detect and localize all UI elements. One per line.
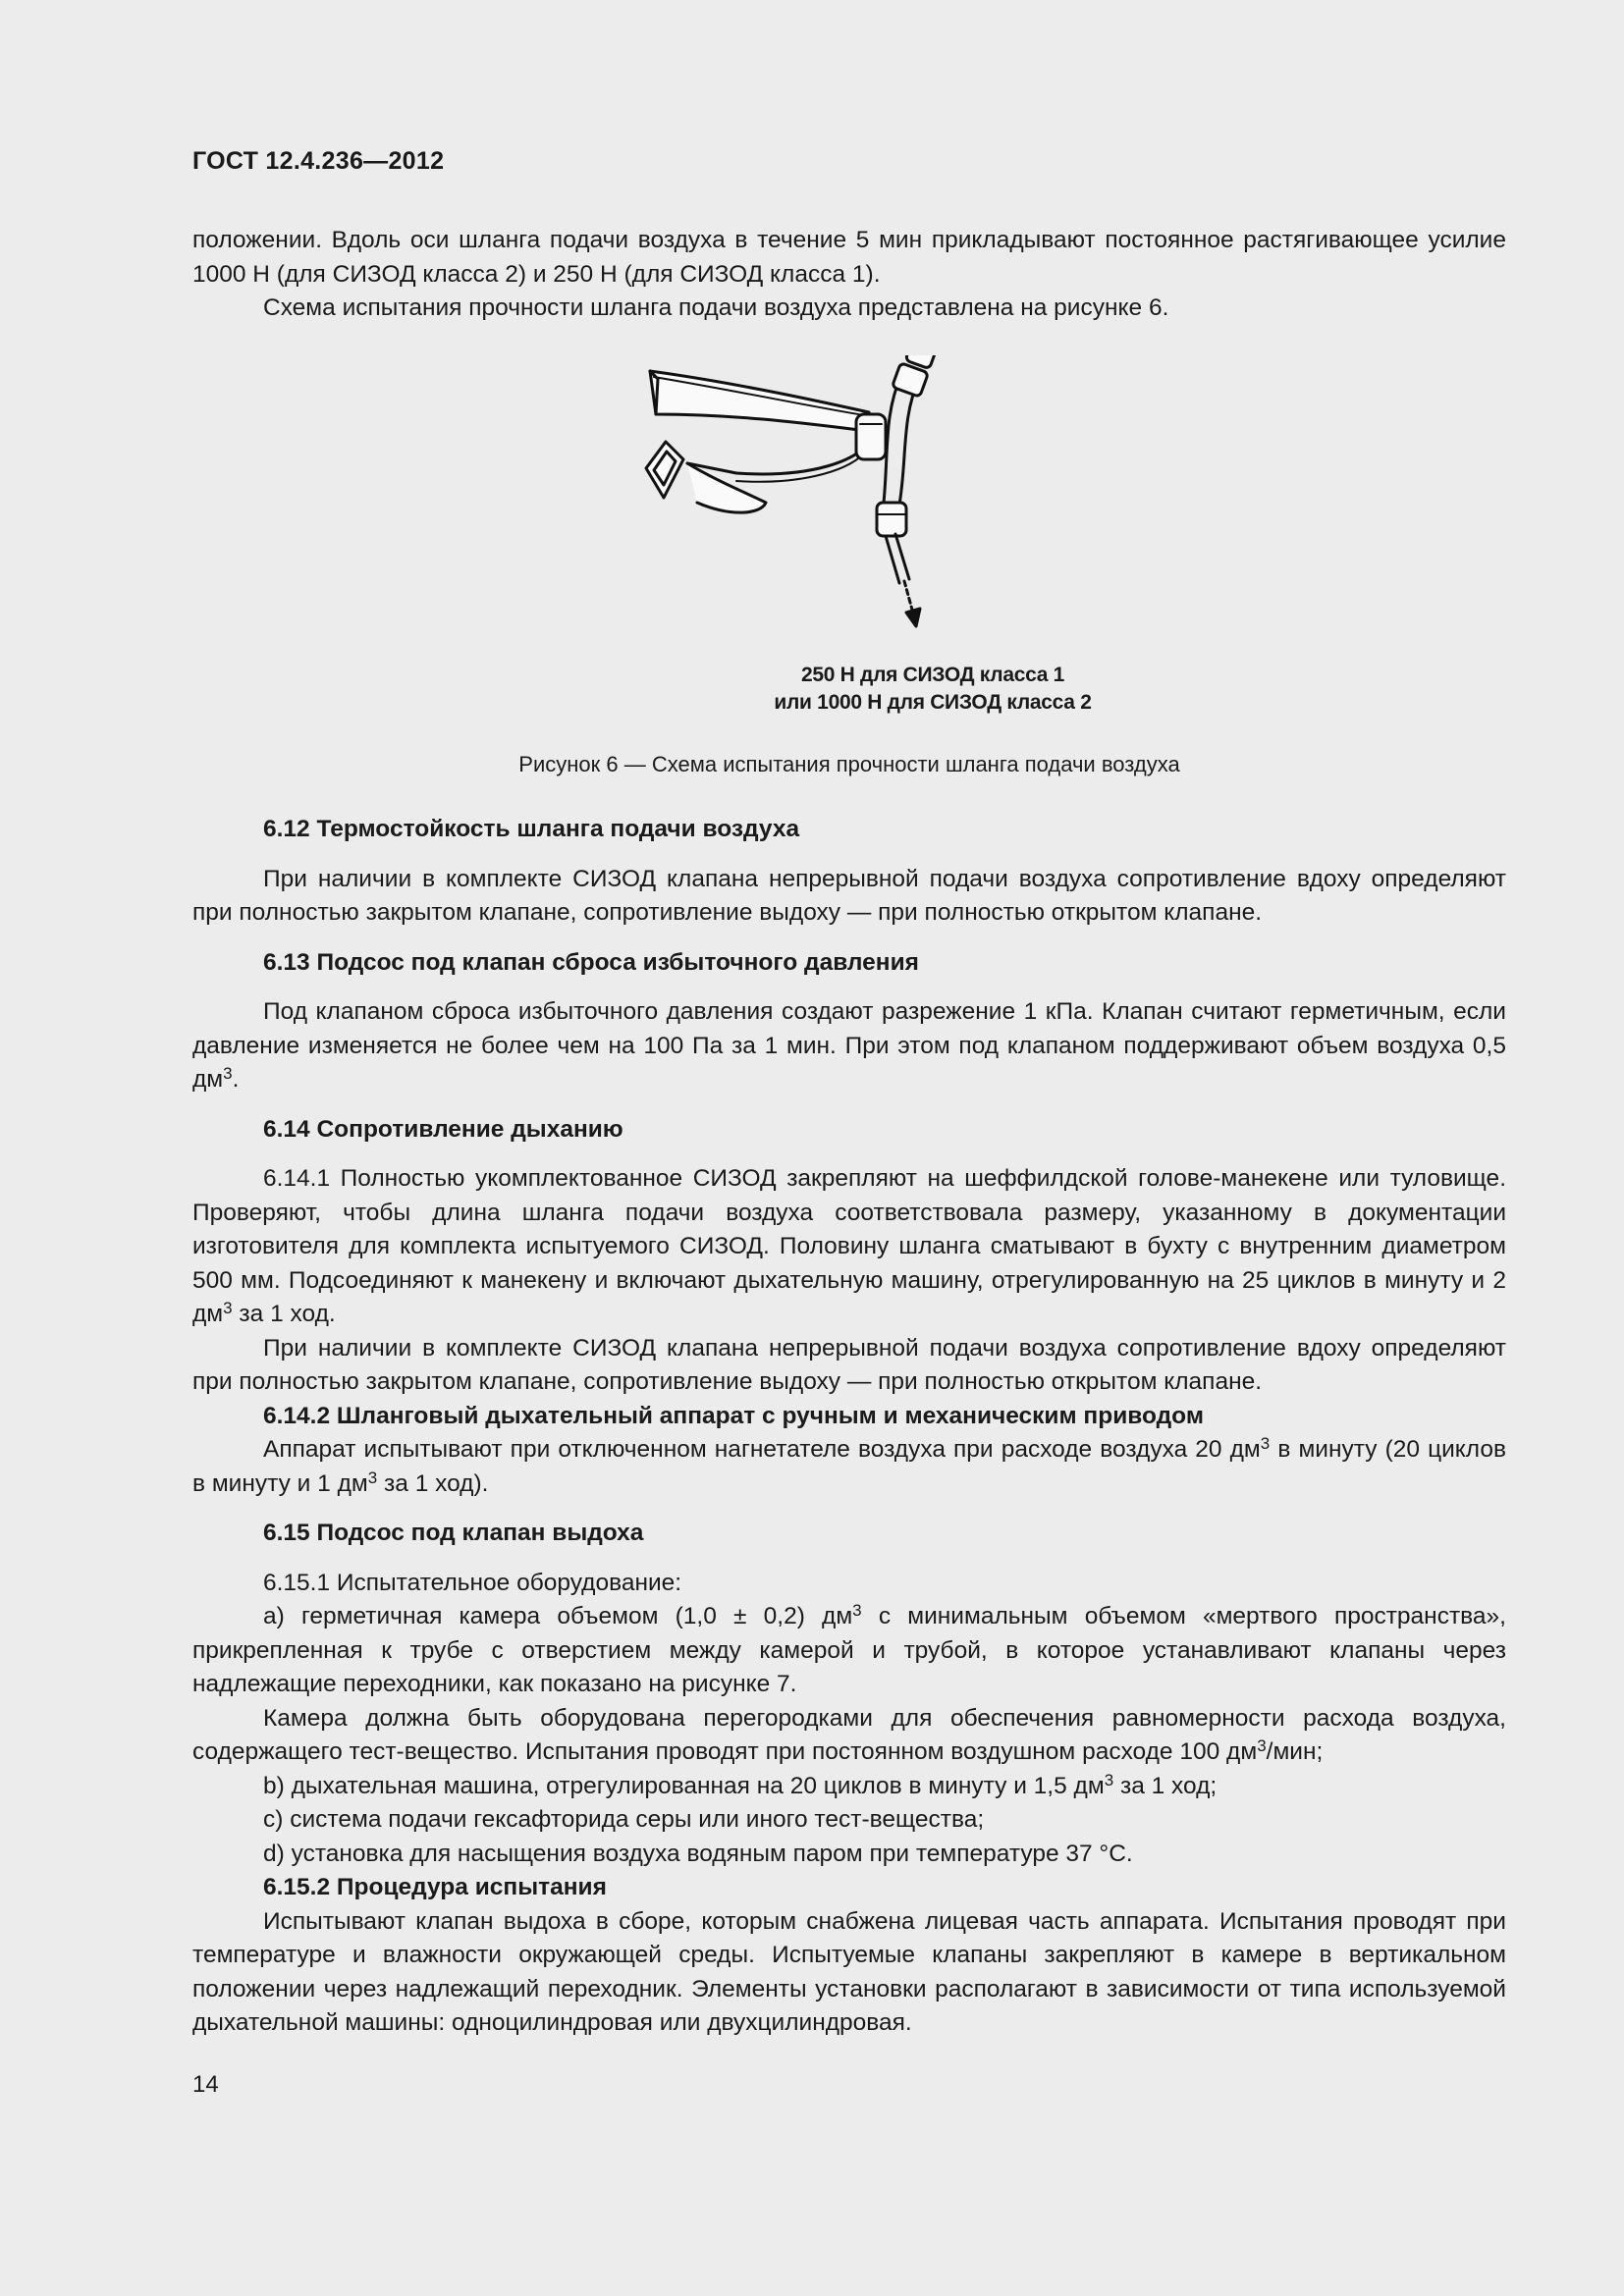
section-6-15-camera-paragraph: Камера должна быть оборудована перегородками для обеспечения равномерности расхода воздуха, содержащего тест-вещество. Испытания проводят при постоянном воздушном расходе 100 $дм^3$/мин; bbox=[192, 1704, 1506, 1765]
page-number: 14 bbox=[192, 2071, 219, 2098]
section-6-15-2-heading: 6.15.2 Процедура испытания bbox=[263, 1874, 607, 1900]
figure-force-label-1: 250 Н для СИЗОД класса 1 bbox=[800, 664, 1064, 686]
section-6-15-1-item: 6.15.1 Испытательное оборудование: bbox=[263, 1569, 682, 1596]
section-6-14-2-heading: 6.14.2 Шланговый дыхательный аппарат с ручным и механическим приводом bbox=[263, 1402, 1204, 1429]
section-6-15-item-c: c) система подачи гексафторида серы или иного тест-вещества; bbox=[263, 1806, 985, 1833]
section-6-14-1-paragraph: 6.14.1 Полностью укомплектованное СИЗОД закрепляют на шеффилдской голове-манекене или туловище. Проверяют, чтобы длина шланга подачи воздуха соответствовала размеру, указанному в документации изготовителя для комплекта испытуемого СИЗОД. Половину шланга сматывают в бухту с внутренним диаметром 500 мм. Подсоединяют к манекену и включают дыхательную машину, отрегулированную на 25 циклов в минуту и 2 $дм^3$ за 1 ход. bbox=[192, 1165, 1506, 1327]
section-6-12-paragraph: При наличии в комплекте СИЗОД клапана непрерывной подачи воздуха сопротивление вдоху определяют при полностью закрытом клапане, сопротивление выдоху — при полностью открытом клапане. bbox=[192, 865, 1506, 926]
section-6-15-item-b: b) дыхательная машина, отрегулированная на 20 циклов в минуту и 1,5 $дм^3$ за 1 ход; bbox=[263, 1770, 1218, 1799]
section-6-15-item-d: d) установка для насыщения воздуха водяным паром при температуре 37 °С. bbox=[263, 1840, 1133, 1867]
hose-test-diagram bbox=[569, 355, 1178, 650]
intro-text bbox=[192, 224, 1506, 326]
section-6-15-2-paragraph: Испытывают клапан выдоха в сборе, которым снабжена лицевая часть аппарата. Испытания проводят при температуре и влажности окружающей среды. Испытуемые клапаны закрепляют в камере в вертикальном положении через надлежащий переходник. Элементы установки располагают в зависимости от типа используемой дыхательной машины: одноцилиндровая или двухцилиндровая. bbox=[192, 1907, 1506, 2036]
intro-paragraph-2: Схема испытания прочности шланга подачи воздуха представлена на рисунке 6. bbox=[263, 294, 1169, 321]
section-6-14-heading: 6.14 Сопротивление дыханию bbox=[263, 1115, 623, 1143]
section-6-15-item-a: а) герметичная камера объемом (1,0 ± 0,2) $дм^3$ с минимальным объемом «мертвого пространства», прикрепленная к трубе с отверстием между камерой и трубой, в которое устанавливают клапаны через надлежащие переходники, как показано на рисунке 7. bbox=[192, 1601, 1506, 1697]
intro-paragraph-1: положении. Вдоль оси шланга подачи воздуха в течение 5 мин прикладывают постоянное растягивающее усилие 1000 Н (для СИЗОД класса 2) и 250 Н (для СИЗОД класса 1). bbox=[192, 227, 1506, 288]
section-6-15-heading: 6.15 Подсос под клапан выдоха bbox=[263, 1520, 644, 1546]
section-6-12-heading: 6.12 Термостойкость шланга подачи воздуха bbox=[263, 816, 800, 842]
section-6-14-paragraph-2: При наличии в комплекте СИЗОД клапана непрерывной подачи воздуха сопротивление вдоху определяют при полностью закрытом клапане, сопротивление выдоху — при полностью открытом клапане. bbox=[192, 1334, 1506, 1395]
figure-caption: Рисунок 6 — Схема испытания прочности шланга подачи воздуха bbox=[518, 752, 1180, 776]
figure-force-label-2: или 1000 Н для СИЗОД класса 2 bbox=[774, 691, 1092, 714]
main-text bbox=[192, 813, 1506, 2041]
section-6-13-paragraph: Под клапаном сброса избыточного давления создают разрежение 1 кПа. Клапан считают герметичным, если давление изменяется не более чем на 100 Па за 1 мин. При этом под клапаном поддерживают объем воздуха 0,5 $дм^3$. bbox=[192, 998, 1506, 1093]
section-6-14-2-paragraph: Аппарат испытывают при отключенном нагнетателе воздуха при расходе воздуха 20 $дм^3$ в минуту (20 циклов в минуту и 1 $дм^3$ за 1 ход). bbox=[192, 1434, 1507, 1497]
figure-6 bbox=[569, 355, 1178, 728]
document-header: ГОСТ 12.4.236—2012 bbox=[192, 147, 445, 175]
section-6-13-heading: 6.13 Подсос под клапан сброса избыточного давления bbox=[263, 948, 919, 976]
